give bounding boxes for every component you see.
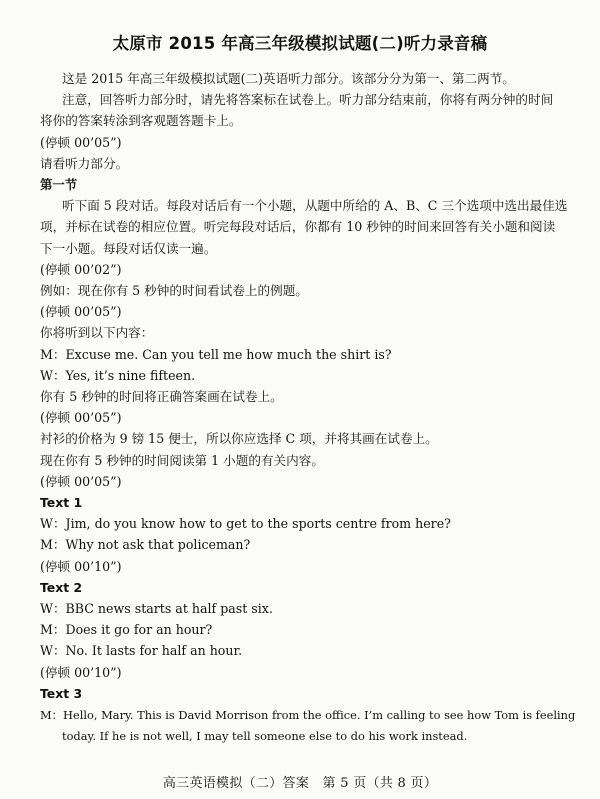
- text-line: 请看听力部分。: [40, 155, 129, 171]
- text-line: (停顿 00’05”): [40, 410, 122, 426]
- page-footer: 高三英语模拟（二）答案 第 5 页（共 8 页）: [162, 776, 438, 791]
- text-line: 注意，回答听力部分时，请先将答案标在试卷上。听力部分结束前，你将有两分钟的时间: [62, 92, 554, 108]
- text-line: (停顿 00’05”): [40, 304, 122, 320]
- text-line: 你将听到以下内容：: [40, 325, 154, 341]
- text-line: (停顿 00’05”): [40, 473, 122, 489]
- section-heading: 第一节: [40, 177, 78, 192]
- text-line: W：Yes, it’s nine fifteen.: [40, 367, 196, 383]
- page-title: 太原市 2015 年高三年级模拟试题(二)听力录音稿: [112, 34, 488, 53]
- text-line: M：Does it go for an hour?: [40, 622, 213, 638]
- text-line: 你有 5 秒钟的时间将正确答案画在试卷上。: [40, 389, 283, 404]
- text-line: (停顿 00’05”): [40, 134, 122, 150]
- text-heading: Text 3: [40, 685, 83, 701]
- text-line: 例如：现在你有 5 秒钟的时间看试卷上的例题。: [40, 283, 308, 298]
- text-line: W：BBC news starts at half past six.: [40, 601, 273, 616]
- text-line: today. If he is not well, I may tell someone else to do his work instead.: [62, 729, 468, 744]
- text-line: M：Hello, Mary. This is David Morrison from the office. I’m calling to see how Tom is feeling: [40, 708, 576, 722]
- text-line: 下一小题。每段对话仅读一遍。: [40, 240, 217, 256]
- text-heading: Text 1: [40, 495, 83, 510]
- text-line: (停顿 00’10”): [40, 558, 122, 574]
- text-line: W：No. It lasts for half an hour.: [40, 643, 243, 659]
- text-line: 将你的答案转涂到客观题答题卡上。: [40, 113, 242, 129]
- text-line: 现在你有 5 秒钟的时间阅读第 1 小题的有关内容。: [40, 452, 324, 468]
- text-line: 这是 2015 年高三年级模拟试题(二)英语听力部分。该部分分为第一、第二两节。: [62, 71, 515, 86]
- text-line: 听下面 5 段对话。每段对话后有一个小题，从题中所给的 A、B、C 三个选项中选出最佳选: [62, 198, 568, 214]
- text-line: 项，并标在试卷的相应位置。听完每段对话后，你都有 10 秒钟的时间来回答有关小题和阅读: [40, 219, 556, 235]
- text-line: (停顿 00’10”): [40, 664, 122, 680]
- text-line: M：Excuse me. Can you tell me how much the shirt is?: [40, 346, 392, 362]
- text-line: 衬衫的价格为 9 镑 15 便士，所以你应选择 C 项，并将其画在试卷上。: [40, 431, 438, 447]
- text-heading: Text 2: [40, 579, 83, 595]
- text-line: (停顿 00’02”): [40, 261, 122, 277]
- text-line: W：Jim, do you know how to get to the sports centre from here?: [40, 516, 451, 532]
- text-line: M：Why not ask that policeman?: [40, 537, 251, 553]
